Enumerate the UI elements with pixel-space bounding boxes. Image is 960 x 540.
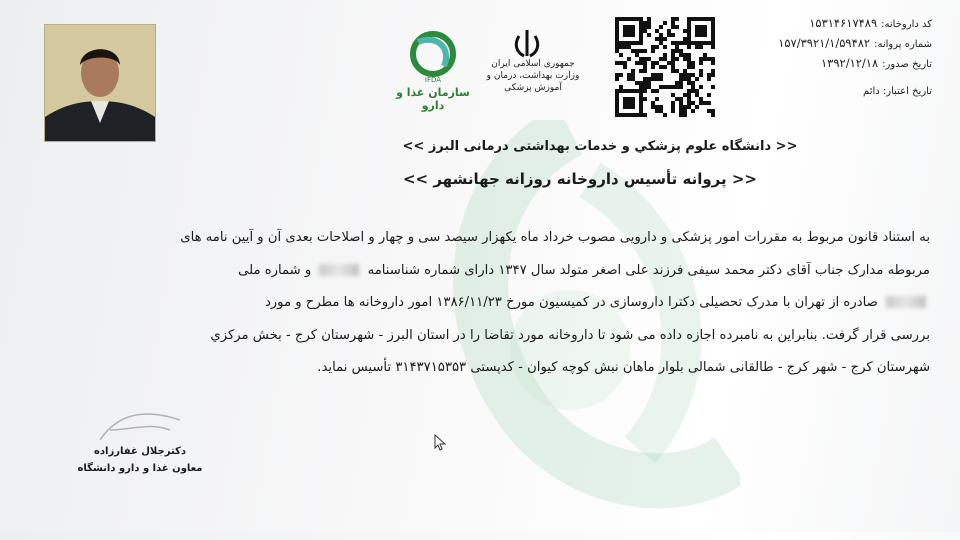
body-line-2a: مربوطه مدارک جناب آقای دکتر محمد سیفی فرزند علی اصغر متولد سال ۱۳۴۷ دارای شماره شناسنامه: [367, 262, 930, 278]
fda-logo-label: سازمان غذا و دارو: [396, 86, 470, 112]
license-number-value: ۱۵۷/۳۹۲۱/۱/۵۹۴۸۲: [778, 36, 871, 50]
qr-code: [613, 17, 718, 117]
license-title: << پروانه تأسیس داروخانه روزانه جهانشهر >>: [402, 170, 758, 188]
mouse-cursor-icon: [434, 434, 448, 452]
body-line-3: [180, 287, 930, 320]
university-title: << دانشگاه علوم پزشکي و خدمات بهداشتی درمانی البرز >>: [402, 139, 798, 154]
license-body: [180, 222, 930, 385]
ministry-label: جمهوری اسلامی ایران وزارت بهداشت، درمان و آموزش پزشکی: [486, 59, 580, 93]
issue-date-row: [722, 54, 932, 74]
body-line-5: شهرستان کرج - شهر کرج - طالقانی شمالی بلوار ماهان نبش کوچه کیوان - کدپستی ۳۱۴۳۷۱۵۳۵۳ تأسیس نماید.: [317, 360, 930, 375]
body-line-1: به استناد قانون مربوط به مقررات امور پزشکی و دارویی مصوب خرداد ماه یکهزار سیصد سی و چهار و اصلاحات بعدی آن و آیین نامه های: [180, 230, 930, 245]
license-number-label: شماره پروانه:: [874, 39, 932, 50]
license-number-row: [722, 34, 932, 54]
body-line-2: [180, 255, 930, 288]
issue-date-value: ۱۳۹۲/۱۲/۱۸: [820, 56, 879, 70]
redacted-national-id: [886, 296, 926, 308]
svg-text:IFDA: IFDA: [424, 76, 442, 84]
body-line-3-text: صادره از تهران با مدرک تحصیلی دکترا داروسازی در کمیسیون مورخ ۱۳۸۶/۱۱/۲۳ امور داروخانه ها مطرح و مورد: [264, 295, 878, 310]
validity-label: تاریخ اعتبار: دائم: [863, 86, 932, 97]
body-line-2b: و شماره ملی: [238, 262, 312, 278]
redacted-id: [319, 264, 359, 276]
body-line-4: بررسی قرار گرفت. بنابراین به نامبرده اجازه داده می شود تا داروخانه مورد تقاضا را در استان البرز - شهرستان کرج - بخش مرکزي: [210, 327, 930, 343]
signatory-name: دکترجلال غفارزاده: [94, 446, 186, 457]
validity-row: [722, 82, 932, 101]
owner-photo: [44, 24, 156, 142]
license-meta: [722, 14, 932, 101]
signatory: [60, 443, 220, 477]
pharmacy-code-row: [722, 14, 932, 34]
issue-date-label: تاریخ صدور:: [882, 59, 932, 70]
pharmacy-code-label: کد داروخانه:: [881, 19, 932, 30]
signatory-title: معاون غذا و دارو دانشگاه: [77, 463, 203, 474]
pharmacy-code-value: ۱۵۳۱۴۶۱۷۴۸۹: [809, 16, 878, 30]
